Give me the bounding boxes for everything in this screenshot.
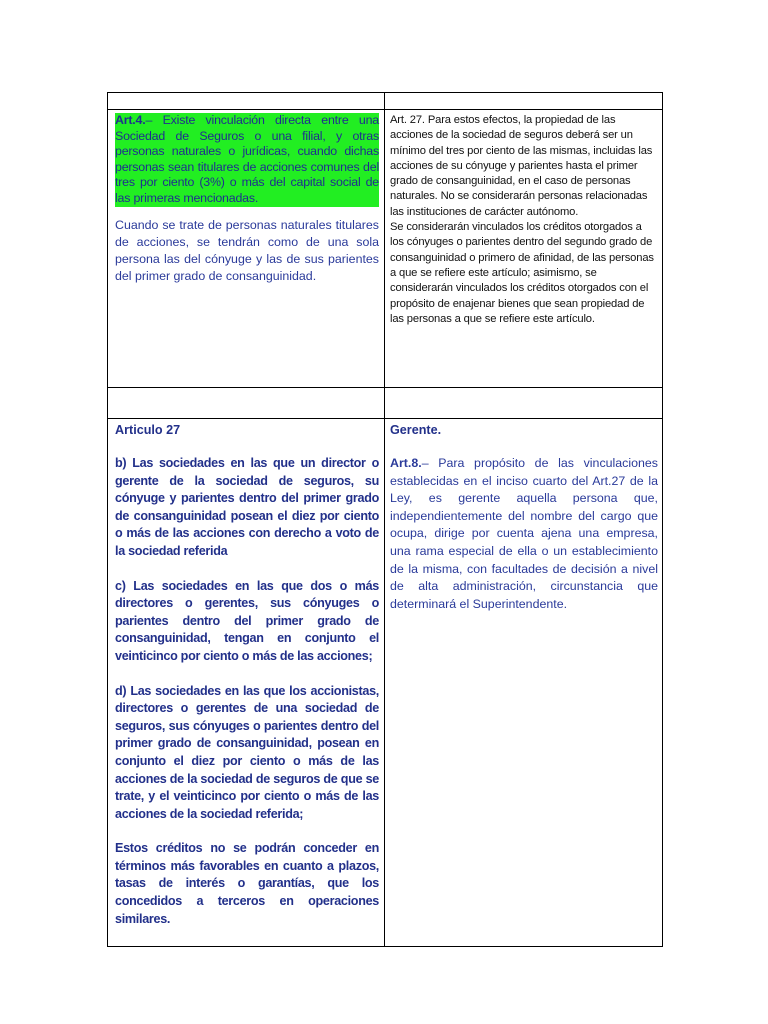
item-b: b) Las sociedades en las que un director o gerente de la sociedad de seguros, su cónyuge y parientes dentro del primer grado de consanguinidad posean el diez por ciento o más de las acciones con derecho a voto de la sociedad referida [115, 456, 379, 558]
cell-art4 [108, 110, 385, 388]
empty-cell [108, 93, 385, 110]
art27-law-text [390, 113, 658, 327]
cell-articulo27 [108, 419, 385, 947]
item-c: c) Las sociedades en las que dos o más directores o gerentes, sus cónyuges o parientes dentro del primer grado de consanguinidad, tengan en conjunto el veinticinco por ciento o más de las acciones; [115, 578, 379, 663]
articulo27-heading: Articulo 27 [115, 423, 181, 437]
empty-cell [385, 388, 663, 419]
cell-art27-law [385, 110, 663, 388]
cell-gerente [385, 419, 663, 947]
comparison-table [107, 92, 663, 947]
table-row-empty-middle [108, 388, 663, 419]
natural-persons-paragraph: Cuando se trate de personas naturales titulares de acciones, se tendrán como de una sola persona las del cónyuge y las de sus parientes del primer grado de consanguinidad. [115, 217, 379, 283]
art27-paragraph-2: Se considerarán vinculados los créditos otorgados a los cónyuges o parientes dentro del segundo grado de consanguinidad o primero de afinidad, de las personas a que se refiere este artículo; asimismo, se considerarán vinculados los créditos otorgados con el propósito de enajenar bienes que sean propiedad de las personas a que se refiere este artículo. [390, 221, 654, 325]
articulo27-items [115, 455, 379, 928]
table-row-empty-top [108, 93, 663, 110]
table-row [108, 110, 663, 388]
empty-cell [108, 388, 385, 419]
table-row [108, 419, 663, 947]
art8-paragraph [390, 455, 658, 613]
art8-text: – Para propósito de las vinculaciones establecidas en el inciso cuarto del Art.27 de la Ley, es gerente aquella persona que, independientemente del nombre del cargo que ocupa, dirige por cuenta ajena una empresa, una rama especial de ella o un establecimiento de la misma, con facultades de decisión a nivel de alta administración, circunstancia que determinará el Superintendente. [390, 456, 658, 611]
empty-cell [385, 93, 663, 110]
art4-label: Art.4. [115, 113, 146, 127]
art8-label: Art.8. [390, 456, 422, 470]
item-d: d) Las sociedades en las que los accionistas, directores o gerentes de una sociedad de seguros, sus cónyuges o parientes dentro del primer grado de consanguinidad, posean en conjunto el diez por ciento o más de las acciones de la sociedad de seguros de que se trate, y el veinticinco por ciento o más de las acciones de la sociedad referida; [115, 683, 379, 821]
closing-paragraph: Estos créditos no se podrán conceder en términos más favorables en cuanto a plazos, tasas de interés o garantías, que los concedidos a terceros en operaciones similares. [115, 841, 379, 926]
gerente-heading: Gerente. [390, 423, 442, 437]
art27-paragraph-1: Art. 27. Para estos efectos, la propiedad de las acciones de la sociedad de seguros deberá ser un mínimo del tres por ciento de las mismas, incluidas las acciones de su cónyuge y parientes hasta el primer grado de consanguinidad, en el caso de personas naturales. No se considerarán personas relacionadas las instituciones de carácter autónomo. [390, 114, 653, 218]
art4-text: – Existe vinculación directa entre una Sociedad de Seguros o una filial, y otras personas naturales o jurídicas, cuando dichas personas sean titulares de acciones comunes del tres por ciento (3%) o más del capital social de las primeras mencionadas. [115, 113, 379, 205]
art4-highlighted-paragraph [115, 113, 379, 207]
